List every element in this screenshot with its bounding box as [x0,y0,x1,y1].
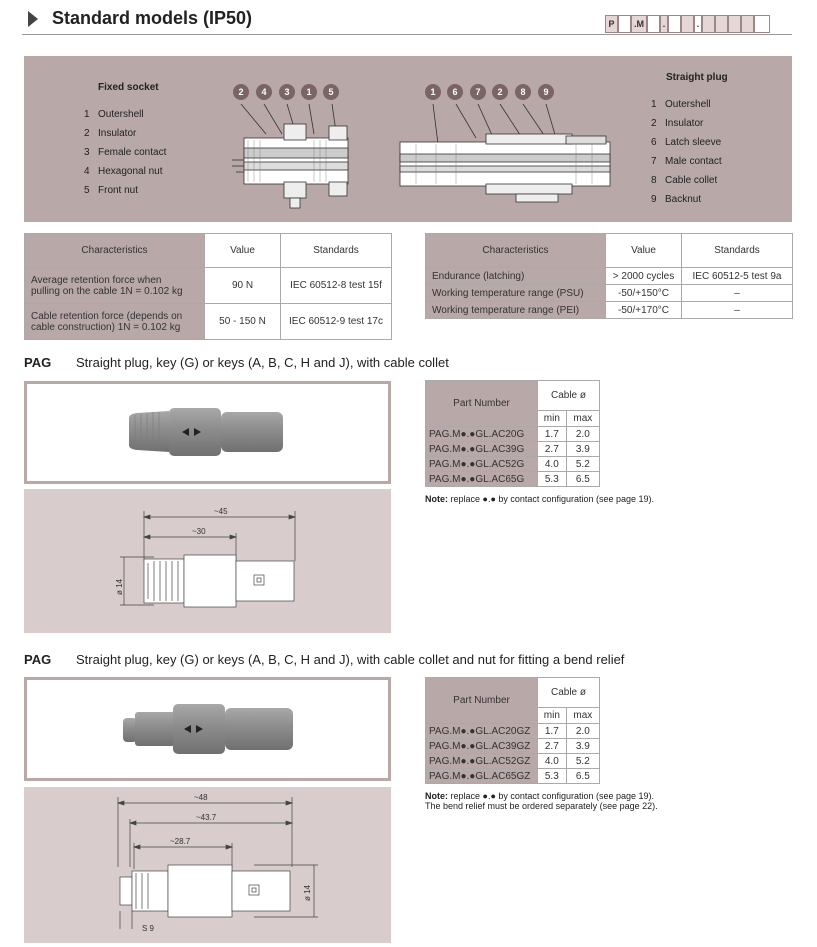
section-title-2 [24,652,624,667]
table-header: Value [606,234,682,268]
straight-plug-cross-section [396,104,636,204]
table-row [25,304,392,340]
part-number-cell: PAG.M●.●GL.AC52GZ [426,754,538,769]
header-arrow-icon [28,11,38,27]
table-row [426,285,793,302]
code-cell [668,15,681,33]
legend-label: Outershell [98,109,144,120]
table-cell: IEC 60512-8 test 15f [281,268,392,304]
table-header: Value [205,234,281,268]
table-header: Characteristics [25,234,205,268]
legend-number: 8 [651,175,657,186]
table-cell: – [682,302,793,319]
legend-number: 7 [651,156,657,167]
legend-label: Front nut [98,185,139,196]
label-line: cable construction) 1N = 0.102 kg [31,321,181,333]
table-header: Cable ø [538,678,600,708]
note-label: Note: [425,791,448,801]
table-row [426,769,600,784]
legend-number: 5 [84,185,90,196]
legend-item [651,118,703,129]
table-cell: 1.7 [538,427,567,442]
code-cell: . [660,15,668,33]
legend-number: 1 [84,109,90,120]
section-heading: Straight plug, key (G) or keys (A, B, C, H and J), with cable collet [76,355,449,370]
table-cell: 90 N [205,268,281,304]
table-cell: -50/+150°C [606,285,682,302]
fixed-socket-cross-section [224,104,354,212]
legend-label: Female contact [98,147,167,158]
legend-number: 4 [84,166,90,177]
dim-body-length: ~28.7 [170,837,191,846]
label-line: pulling on the cable 1N = 0.102 kg [31,285,183,297]
section-code: PAG [24,355,52,370]
dim-diameter: ø 14 [303,884,312,901]
legend-label: Backnut [665,194,702,205]
table-header: Standards [281,234,392,268]
code-cell [715,15,728,33]
table-cell: 2.0 [566,724,599,739]
straight-plug-title: Straight plug [666,72,728,83]
dim-body-length: ~30 [192,527,206,536]
table-cell: 3.9 [566,739,599,754]
cross-section-banner [24,56,792,222]
note-1 [425,494,654,504]
legend-item [651,175,717,186]
straight-plug-image [27,384,388,481]
legend-number: 1 [651,99,657,110]
table-cell: 2.7 [538,739,567,754]
label-line: Cable retention force (depends on [31,310,183,322]
label-line: Average retention force when [31,274,162,286]
table-row [426,739,600,754]
callout-badge: 3 [279,84,295,100]
code-cell [741,15,754,33]
legend-item [84,166,163,177]
table-header: max [566,411,599,427]
table-cell [25,304,205,340]
legend-item [651,194,701,205]
table-cell: 2.7 [538,442,567,457]
code-cell [702,15,715,33]
table-cell: 5.3 [538,769,567,784]
part-number-cell: PAG.M●.●GL.AC20GZ [426,724,538,739]
section-title-1 [24,355,449,370]
part-number-cell: PAG.M●.●GL.AC39GZ [426,739,538,754]
table-cell [25,268,205,304]
table-cell: 5.3 [538,472,567,487]
part-number-cell: PAG.M●.●GL.AC52G [426,457,538,472]
note-text: The bend relief must be ordered separately (see page 22). [425,801,658,811]
callout-badge: 4 [256,84,272,100]
legend-item [651,99,711,110]
table-cell: Working temperature range (PEI) [426,302,606,319]
legend-label: Latch sleeve [665,137,722,148]
table-header: Part Number [426,678,538,724]
characteristics-table-2 [425,233,793,319]
table-row [426,442,600,457]
table-cell: > 2000 cycles [606,268,682,285]
dim-mid-length: ~43.7 [196,813,217,822]
note-label: Note: [425,494,448,504]
dim-diameter: ø 14 [115,578,124,595]
table-cell: -50/+170°C [606,302,682,319]
legend-item [651,156,722,167]
fixed-socket-title: Fixed socket [98,82,159,93]
table-cell: 5.2 [566,457,599,472]
table-row [426,268,793,285]
page-header [22,5,792,35]
legend-number: 2 [84,128,90,139]
part-number-cell: PAG.M●.●GL.AC65G [426,472,538,487]
part-number-cell: PAG.M●.●GL.AC20G [426,427,538,442]
table-cell: 3.9 [566,442,599,457]
table-cell: – [682,285,793,302]
table-row [426,754,600,769]
section-heading: Straight plug, key (G) or keys (A, B, C, H and J), with cable collet and nut for fitting a bend relief [76,652,625,667]
straight-plug-nut-image [27,680,388,778]
dim-overall-length: ~48 [194,793,208,802]
legend-number: 2 [651,118,657,129]
table-header: Characteristics [426,234,606,268]
callout-badge: 8 [515,84,531,100]
code-cell: P [605,15,618,33]
table-row [426,724,600,739]
legend-number: 6 [651,137,657,148]
legend-label: Insulator [665,118,704,129]
callout-badge: 2 [233,84,249,100]
callout-badge: 9 [538,84,554,100]
callout-badge: 2 [492,84,508,100]
section-code: PAG [24,652,52,667]
table-cell: 4.0 [538,457,567,472]
table-cell: 50 - 150 N [205,304,281,340]
page-title: Standard models (IP50) [52,8,253,28]
table-row [426,427,600,442]
legend-item [84,185,138,196]
table-row [426,457,600,472]
table-row [426,302,793,319]
table-cell: 6.5 [566,472,599,487]
legend-number: 9 [651,194,657,205]
table-header: min [538,411,567,427]
dim-overall-length: ~45 [214,507,228,516]
table-cell: IEC 60512-5 test 9a [682,268,793,285]
dimension-drawing-1 [24,489,391,633]
code-cell [618,15,631,33]
part-number-table-2 [425,677,600,784]
callout-badge: 5 [323,84,339,100]
table-header: Cable ø [538,381,600,411]
table-cell: 5.2 [566,754,599,769]
table-row [426,472,600,487]
code-cell: .M [631,15,647,33]
legend-number: 3 [84,147,90,158]
callout-badge: 7 [470,84,486,100]
callout-badge: 1 [425,84,441,100]
note-text: replace ●.● by contact configuration (see page 19). [450,494,655,504]
plug-photo-1 [24,381,391,484]
table-header: min [538,708,567,724]
note-2 [425,791,658,811]
part-number-cell: PAG.M●.●GL.AC39G [426,442,538,457]
table-header: max [566,708,599,724]
legend-label: Outershell [665,99,711,110]
table-cell: 6.5 [566,769,599,784]
legend-label: Hexagonal nut [98,166,163,177]
code-cell [681,15,694,33]
callout-badge: 1 [301,84,317,100]
part-number-table-1 [425,380,600,487]
technical-drawing [24,787,391,943]
table-cell: Working temperature range (PSU) [426,285,606,302]
table-cell: 1.7 [538,724,567,739]
callout-badge: 6 [447,84,463,100]
note-text: replace ●.● by contact configuration (see page 19). [450,791,655,801]
code-cell [728,15,741,33]
table-cell: Endurance (latching) [426,268,606,285]
legend-item [651,137,721,148]
technical-drawing [24,489,391,633]
dim-hex: S 9 [142,924,155,933]
table-cell: 4.0 [538,754,567,769]
table-cell: IEC 60512-9 test 17c [281,304,392,340]
legend-item [84,109,144,120]
characteristics-table-1 [24,233,392,340]
dimension-drawing-2 [24,787,391,943]
code-cell: . [694,15,702,33]
legend-label: Cable collet [665,175,718,186]
legend-item [84,147,166,158]
table-row [25,268,392,304]
legend-label: Male contact [665,156,722,167]
table-header: Standards [682,234,793,268]
part-number-cell: PAG.M●.●GL.AC65GZ [426,769,538,784]
table-cell: 2.0 [566,427,599,442]
part-code-strip [605,15,770,33]
code-cell [647,15,660,33]
code-cell [754,15,770,33]
legend-label: Insulator [98,128,137,139]
table-header: Part Number [426,381,538,427]
plug-photo-2 [24,677,391,781]
legend-item [84,128,136,139]
